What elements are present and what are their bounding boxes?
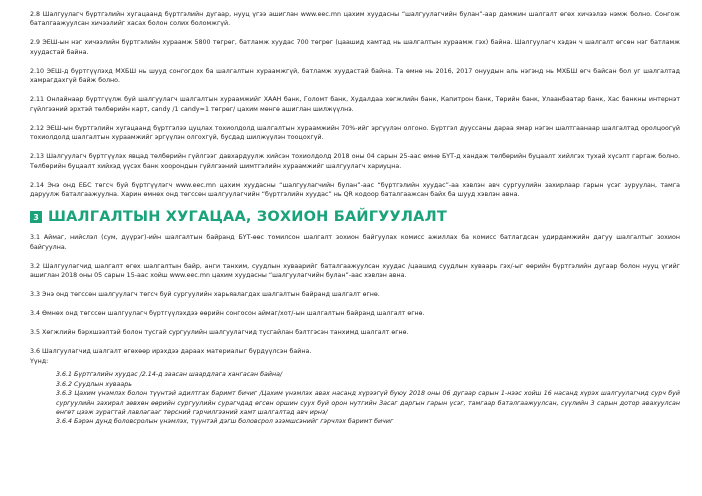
paragraph-3-6-intro: Үүнд: <box>30 357 49 365</box>
paragraph-3-6: 3.6 Шалгуулагчид шалгалт өгөхөөр ирэхдээ дараах материалыг бүрдүүлсэн байна. <box>30 348 312 356</box>
paragraph-3-1: 3.1 Аймаг, нийслэл (сум, дүүрэг)-ийн шалгалтын байранд БҮТ-өөс томилсон шалгалт зохион байгуулах комисс ажиллах ба комисс батлагдсан удирдамжийн дагуу шалгалтыг зохион байгуулна. <box>30 234 680 251</box>
paragraph-3-2: 3.2 Шалгуулагчид шалгалт өгөх шалгалтын байр, анги танхим, суудлын хуваарийг баталгаажуулсан хуудас /цаашид суудлын хуваарь гэх/-ыг өөрийн бүртгэлийн дугаар болон нууц үгийг ашиглан 2018 оны 05 сарын 15-аас хойш www.eec.mn цахим хуудасны “шалгуулагчийн булан”-аас хэвлэн авна. <box>30 262 680 280</box>
list-item: 3.6.1 Бүртгэлийн хуудас /2.14-д заасан шаардлага хангасан байна/ <box>56 371 283 379</box>
paragraph-2-12: 2.12 ЭЕШ-ын бүртгэлийн хугацаанд бүртгэлээ цуцлах тохиолдолд шалгалтын хураамжийн 70%-ийг эргүүлэн олгоно. Бүртгэл дууссаны дараа ямар нэгэн шалтгаанаар шалгалтад оролцоогүй тохиолдолд шалгалтын хураамжийг эргүүлэн олгохгүй, бусдад шилжүүлэн тооцохгүй. <box>30 124 680 142</box>
paragraph-2-8: 2.8 Шалгуулагч бүртгэлийн хугацаанд бүртгэлийн дугаар, нууц үгээ ашиглан www.eec.mn цахим хуудасны “шалгуулагчийн булан”-аар дамжин шалгалт өгөх хичээлээ нэмж болно. Сонгож баталгаажуулсан хичээлийг хасах болон солих боломжгүй. <box>30 11 680 28</box>
list-item: 3.6.4 Бэрэн дунд боловсролын үнэмлэх, түүнтэй дэгш боловсрол эзэмшсэнийг гэрчлэх баримт бичиг <box>56 418 394 426</box>
paragraph-2-9: 2.9 ЭЕШ-ын нэг хичээлийн бүртгэлийн хураамж 5800 төгрөг, батламж хуудас 700 төгрөг (цаашид хамтад нь шалгалтын хураамж гэх) байна. Шалгуулагч хэдэн ч шалгалт өгсөн нэг батламж хуудастай байна. <box>30 39 680 56</box>
paragraph-2-14: 2.14 Энэ онд ЕБС төгсч буй бүртгүүлэгч www.eec.mn цахим хуудасны “шалгуулагчийн булан”-аас “бүртгэлийн хуудас”-аа хэвлэн авч сургуулийн захирлаар гарын үсэг зуруулан, тамга даруулж баталгаажуулна. Харин өмнөх онд төгссөн шалгуулагчийн “бүртгэлийн хуудас” нь QR кодоор баталгаажсан байх ба шууд хэвлэн авна. <box>30 181 680 199</box>
section-number-badge: 3 <box>30 211 42 223</box>
paragraph-2-10: 2.10 ЭЕШ-д бүртгүүлэхд МХБШ нь шууд сонгогдох ба шалгалтын хураамжгүй, батламж хуудастай байна. Та өмнө нь 2016, 2017 онуудын аль нэгэнд нь МХБШ өгч байсан бол уг шалгалтад хамрагдахгүй байж болно. <box>30 67 680 85</box>
requirements-list <box>56 370 680 427</box>
section-header <box>30 209 680 225</box>
paragraph-3-4: 3.4 Өмнөх онд төгссөн шалгуулагч бүртгүүлэхдээ өөрийн сонгосон аймаг/хот/-ын шалгалтын байранд шалгалт өгнө. <box>30 310 425 318</box>
paragraph-3-5: 3.5 Хөгжлийн бэрхшээлтэй болон тусгай сургуулийн шалгуулагчид тусгайлан бэлтгэсэн танхимд шалгалт өгнө. <box>30 329 409 337</box>
paragraph-2-11: 2.11 Онлайнаар бүртгүүлж буй шалгуулагч шалгалтын хураамжийг ХААН банк, Голомт банк, Худалдаа хөгжлийн банк, Капитрон банк, Төрийн банк, Улаанбаатар банк, Хас банкны интернэт гүйлгээний эрхтэй төлбөрийн карт, candy /1 candy=1 төгрөг/ цахим мөнгө ашиглан шилжүүлнэ. <box>30 96 680 113</box>
list-item: 3.6.2 Суудлын хуваарь <box>56 380 132 388</box>
paragraph-3-3: 3.3 Энэ онд төгссөн шалгуулагч төгсч буй сургуулийн харьяалагдах шалгалтын байранд шалгалт өгнө. <box>30 291 380 299</box>
list-item: 3.6.3 Цахим үнэмлэх болон түүнтэй адилтгах баримт бичиг /Цахим үнэмлэх авах насанд хүрээгүй буюу 2018 оны 06 дугаар сарын 1-нээс хойш 16 насанд хүрэх шалгуулагчид сурч буй сургуулийн захирал зөвхөн өөрийн сургуулийн сурагчдад өгсөн оршин суух буй орон нутгийн Засаг даргын гарын үсэг, тамгаар баталгаажуулсан, сүүлийн 3 сарын дотор авахуулсан өнгөт цээж зурагтай лавлагааг төрсний гэрчилгээний хамт шалгалтад авч ирнэ/ <box>56 390 680 416</box>
section-title: ШАЛГАЛТЫН ХУГАЦАА, ЗОХИОН БАЙГУУЛАЛТ <box>48 209 447 226</box>
paragraph-2-13: 2.13 Шалгуулагч бүртгүүлэх явцад төлбөрийн гүйлгээг давхардуулж хийсэн тохиолдолд 2018 оны 04 сарын 25-аас өмнө БҮТ-д хандаж төлбөрийн буцаалт хийлгэх тухай хүсэлт гаргаж болно. Төлбөрийн буцаалт хийхэд үүсэх банк хоорондын гүйлгээний шимтгэлийн хураамжийг шалгуулагч хариуцна. <box>30 153 680 170</box>
